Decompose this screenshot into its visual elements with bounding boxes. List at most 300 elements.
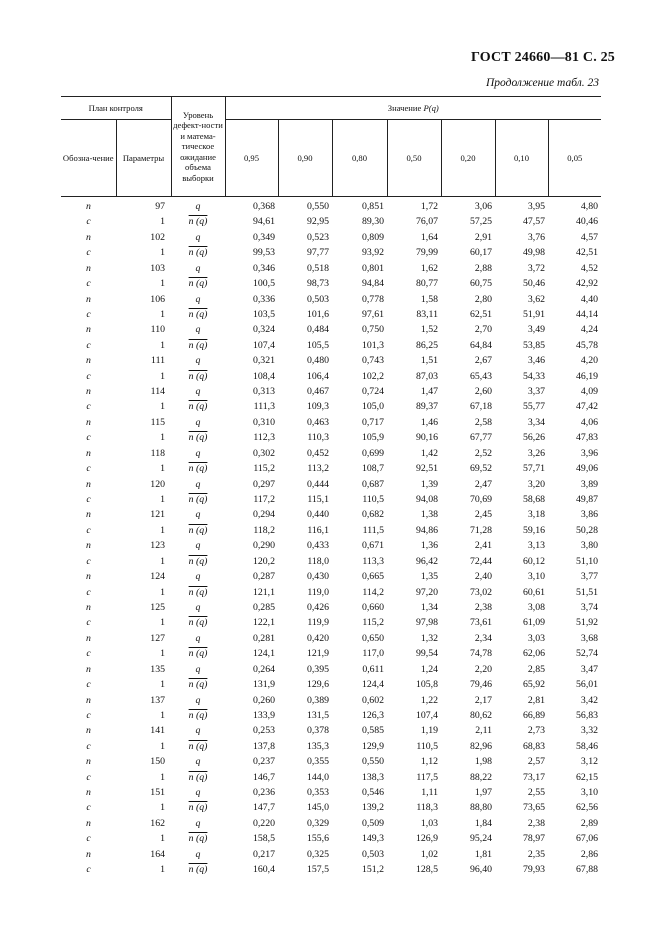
value-cell: 70,69 (469, 494, 492, 506)
q-symbol: q (195, 231, 201, 243)
plan-parameter: 1 (160, 555, 165, 567)
value-cell: 1,62 (420, 262, 438, 274)
value-cell: 117,0 (362, 648, 384, 660)
value-cell: 58,46 (576, 740, 599, 752)
value-cell: 47,57 (522, 216, 545, 228)
q-symbol: q (195, 509, 201, 521)
estimate-symbol (171, 477, 225, 492)
estimate-symbol (171, 384, 225, 399)
value-cell: 155,6 (306, 833, 329, 845)
q-symbol: q (195, 293, 201, 305)
value-cell: 0,302 (252, 447, 275, 459)
value-cell: 45,78 (576, 339, 599, 351)
nq-symbol: n (q) (188, 339, 208, 351)
q-symbol: q (195, 201, 201, 212)
header-value-prefix: Значение (387, 102, 422, 113)
value-cell: 3,26 (527, 447, 545, 459)
value-cell: 2,85 (527, 663, 545, 675)
value-cell: 0,484 (306, 324, 329, 336)
value-cell: 3,06 (474, 201, 492, 212)
value-cell: 1,52 (420, 324, 438, 336)
value-cell: 4,52 (580, 262, 599, 274)
value-cell: 47,42 (576, 401, 599, 413)
value-cell: 1,11 (421, 787, 438, 799)
value-cell: 2,45 (474, 509, 492, 521)
estimate-symbol (171, 569, 225, 584)
plan-symbol: n (86, 725, 91, 737)
plan-symbol: n (86, 848, 91, 860)
plan-symbol: c (86, 833, 91, 845)
value-cell: 108,4 (252, 370, 275, 382)
value-cell: 113,3 (362, 555, 384, 567)
value-cell: 103,5 (252, 308, 275, 320)
value-cell: 2,52 (474, 447, 492, 459)
estimate-symbol (171, 338, 225, 353)
nq-symbol: n (q) (188, 370, 208, 382)
value-cell: 121,9 (306, 648, 329, 660)
estimate-symbol (171, 554, 225, 569)
header-prob: 0,50 (387, 120, 441, 197)
plan-symbol: n (86, 293, 91, 305)
value-cell: 0,253 (252, 725, 275, 737)
plan-parameter: 141 (150, 725, 165, 737)
value-cell: 4,20 (580, 355, 599, 367)
value-cell: 2,88 (474, 262, 492, 274)
q-symbol: q (195, 663, 201, 675)
value-cell: 0,313 (252, 386, 275, 398)
value-cell: 0,260 (252, 694, 275, 706)
table-row (61, 307, 601, 322)
value-cell: 89,30 (361, 216, 384, 228)
value-cell: 4,24 (580, 324, 599, 336)
q-symbol: q (195, 416, 201, 428)
value-cell: 1,47 (420, 386, 438, 398)
plan-parameter: 125 (150, 601, 165, 613)
value-cell: 120,2 (252, 555, 275, 567)
table-row (61, 276, 601, 291)
table-row (61, 785, 601, 800)
value-cell: 99,53 (252, 247, 275, 259)
value-cell: 3,20 (527, 478, 545, 490)
plan-symbol: c (86, 432, 91, 444)
estimate-symbol (171, 446, 225, 461)
value-cell: 96,42 (415, 555, 438, 567)
value-cell: 0,550 (306, 201, 329, 212)
nq-symbol: n (q) (188, 864, 208, 876)
value-cell: 0,426 (306, 601, 329, 613)
value-cell: 0,220 (252, 817, 275, 829)
value-cell: 1,72 (420, 201, 438, 212)
value-cell: 100,5 (252, 278, 275, 290)
table-row (61, 384, 601, 399)
q-symbol: q (195, 540, 201, 552)
value-cell: 92,51 (415, 463, 438, 475)
plan-symbol: c (86, 709, 91, 721)
value-cell: 3,47 (580, 663, 599, 675)
q-symbol: q (195, 601, 201, 613)
plan-parameter: 1 (160, 586, 165, 598)
header-prob: 0,20 (441, 120, 495, 197)
q-symbol: q (195, 694, 201, 706)
plan-symbol: c (86, 679, 91, 691)
value-cell: 1,51 (420, 355, 438, 367)
value-cell: 2,40 (474, 571, 492, 583)
value-cell: 2,20 (474, 663, 492, 675)
plan-symbol: c (86, 648, 91, 660)
value-cell: 3,37 (527, 386, 545, 398)
nq-symbol: n (q) (188, 278, 208, 290)
value-cell: 0,368 (252, 201, 275, 212)
value-cell: 3,62 (527, 293, 545, 305)
value-cell: 115,1 (307, 494, 329, 506)
plan-parameter: 1 (160, 401, 165, 413)
value-cell: 62,51 (469, 308, 492, 320)
value-cell: 80,62 (469, 709, 492, 721)
value-cell: 2,67 (474, 355, 492, 367)
table-row (61, 862, 601, 877)
value-cell: 107,4 (252, 339, 275, 351)
value-cell: 98,73 (306, 278, 329, 290)
estimate-symbol (171, 538, 225, 553)
plan-parameter: 1 (160, 339, 165, 351)
estimate-symbol (171, 754, 225, 769)
value-cell: 52,74 (576, 648, 599, 660)
value-cell: 2,86 (580, 848, 599, 860)
q-symbol: q (195, 848, 201, 860)
value-cell: 114,2 (362, 586, 384, 598)
plan-parameter: 1 (160, 308, 165, 320)
plan-parameter: 114 (150, 386, 165, 398)
value-cell: 145,0 (306, 802, 329, 814)
value-cell: 1,39 (420, 478, 438, 490)
value-cell: 69,52 (469, 463, 492, 475)
header-level: Уровень дефект-ности и матема-тическое ожидание объема выборки (171, 97, 225, 197)
value-cell: 0,452 (306, 447, 329, 459)
value-cell: 3,96 (580, 447, 599, 459)
value-cell: 157,5 (306, 864, 329, 876)
estimate-symbol (171, 862, 225, 877)
plan-parameter: 1 (160, 679, 165, 691)
value-cell: 0,463 (306, 416, 329, 428)
value-cell: 3,76 (527, 231, 545, 243)
value-cell: 0,420 (306, 632, 329, 644)
estimate-symbol (171, 785, 225, 800)
value-cell: 137,8 (252, 740, 275, 752)
value-cell: 55,77 (522, 401, 545, 413)
value-cell: 2,55 (527, 787, 545, 799)
plan-symbol: n (86, 231, 91, 243)
value-cell: 79,99 (415, 247, 438, 259)
estimate-symbol (171, 600, 225, 615)
table-row (61, 197, 601, 215)
nq-symbol: n (q) (188, 494, 208, 506)
plan-parameter: 150 (150, 756, 165, 768)
q-symbol: q (195, 756, 201, 768)
nq-symbol: n (q) (188, 463, 208, 475)
value-cell: 1,24 (420, 663, 438, 675)
table-row (61, 245, 601, 260)
value-cell: 67,18 (469, 401, 492, 413)
table-row (61, 214, 601, 229)
plan-symbol: n (86, 632, 91, 644)
header-symbol: Обозна-чение (61, 120, 116, 197)
value-cell: 74,78 (469, 648, 492, 660)
value-cell: 64,84 (469, 339, 492, 351)
plan-parameter: 162 (150, 817, 165, 829)
plan-symbol: n (86, 540, 91, 552)
value-cell: 131,5 (306, 709, 329, 721)
value-cell: 113,2 (307, 463, 329, 475)
value-cell: 0,440 (306, 509, 329, 521)
value-cell: 61,09 (522, 617, 545, 629)
value-cell: 0,660 (361, 601, 384, 613)
value-cell: 0,346 (252, 262, 275, 274)
nq-symbol: n (q) (188, 771, 208, 783)
value-cell: 47,83 (576, 432, 599, 444)
nq-symbol: n (q) (188, 401, 208, 413)
nq-symbol: n (q) (188, 617, 208, 629)
value-cell: 0,389 (306, 694, 329, 706)
value-cell: 83,11 (416, 308, 438, 320)
table-row (61, 538, 601, 553)
estimate-symbol (171, 430, 225, 445)
value-cell: 4,06 (580, 416, 599, 428)
estimate-symbol (171, 816, 225, 831)
value-cell: 99,54 (415, 648, 438, 660)
value-cell: 3,10 (580, 787, 599, 799)
value-cell: 0,585 (361, 725, 384, 737)
plan-parameter: 1 (160, 247, 165, 259)
value-cell: 59,16 (522, 524, 545, 536)
value-cell: 2,11 (475, 725, 492, 737)
value-cell: 110,3 (307, 432, 329, 444)
estimate-symbol (171, 399, 225, 414)
estimate-symbol (171, 631, 225, 646)
value-cell: 0,290 (252, 540, 275, 552)
value-cell: 3,80 (580, 540, 599, 552)
value-cell: 3,12 (580, 756, 599, 768)
estimate-symbol (171, 292, 225, 307)
plan-symbol: n (86, 601, 91, 613)
value-cell: 108,7 (361, 463, 384, 475)
q-symbol: q (195, 725, 201, 737)
value-cell: 62,56 (576, 802, 599, 814)
value-cell: 3,86 (580, 509, 599, 521)
value-cell: 66,89 (522, 709, 545, 721)
value-cell: 51,10 (576, 555, 599, 567)
value-cell: 0,355 (306, 756, 329, 768)
estimate-symbol (171, 261, 225, 276)
estimate-symbol (171, 693, 225, 708)
plan-symbol: n (86, 694, 91, 706)
value-cell: 92,95 (306, 216, 329, 228)
value-cell: 3,32 (580, 725, 599, 737)
plan-parameter: 121 (150, 509, 165, 521)
table-row (61, 662, 601, 677)
table-row (61, 230, 601, 245)
table-row (61, 816, 601, 831)
estimate-symbol (171, 322, 225, 337)
value-cell: 0,503 (361, 848, 384, 860)
estimate-symbol (171, 230, 225, 245)
nq-symbol: n (q) (188, 740, 208, 752)
value-cell: 2,35 (527, 848, 545, 860)
value-cell: 2,38 (527, 817, 545, 829)
nq-symbol: n (q) (188, 586, 208, 598)
value-cell: 102,2 (361, 370, 384, 382)
table-row (61, 708, 601, 723)
plan-symbol: c (86, 278, 91, 290)
value-cell: 94,08 (415, 494, 438, 506)
value-cell: 88,22 (469, 771, 492, 783)
value-cell: 119,9 (307, 617, 329, 629)
table-row (61, 569, 601, 584)
value-cell: 97,77 (306, 247, 329, 259)
estimate-symbol (171, 214, 225, 229)
value-cell: 0,444 (306, 478, 329, 490)
plan-parameter: 1 (160, 864, 165, 876)
estimate-symbol (171, 492, 225, 507)
value-cell: 129,6 (306, 679, 329, 691)
value-cell: 0,665 (361, 571, 384, 583)
value-cell: 0,378 (306, 725, 329, 737)
value-cell: 0,809 (361, 231, 384, 243)
plan-parameter: 123 (150, 540, 165, 552)
header-value-var: P(q) (423, 102, 439, 113)
estimate-symbol (171, 369, 225, 384)
value-cell: 56,83 (576, 709, 599, 721)
plan-parameter: 137 (150, 694, 165, 706)
table-row (61, 415, 601, 430)
value-cell: 0,433 (306, 540, 329, 552)
value-cell: 158,5 (252, 833, 275, 845)
value-cell: 146,7 (252, 771, 275, 783)
estimate-symbol (171, 507, 225, 522)
plan-parameter: 1 (160, 802, 165, 814)
value-cell: 57,25 (469, 216, 492, 228)
value-cell: 67,77 (469, 432, 492, 444)
q-symbol: q (195, 447, 201, 459)
value-cell: 0,430 (306, 571, 329, 583)
table-row (61, 831, 601, 846)
estimate-symbol (171, 831, 225, 846)
value-cell: 79,46 (469, 679, 492, 691)
value-cell: 97,98 (415, 617, 438, 629)
value-cell: 0,778 (361, 293, 384, 305)
value-cell: 126,9 (415, 833, 438, 845)
value-cell: 0,750 (361, 324, 384, 336)
table-row (61, 754, 601, 769)
value-cell: 1,84 (474, 817, 492, 829)
value-cell: 3,72 (527, 262, 545, 274)
value-cell: 40,46 (576, 216, 599, 228)
value-cell: 115,2 (362, 617, 384, 629)
value-cell: 0,550 (361, 756, 384, 768)
value-cell: 0,724 (361, 386, 384, 398)
value-cell: 2,89 (580, 817, 599, 829)
value-cell: 73,61 (469, 617, 492, 629)
plan-symbol: n (86, 509, 91, 521)
value-cell: 0,325 (306, 848, 329, 860)
table-row (61, 430, 601, 445)
value-cell: 0,353 (306, 787, 329, 799)
estimate-symbol (171, 677, 225, 692)
value-cell: 4,09 (580, 386, 599, 398)
value-cell: 1,35 (420, 571, 438, 583)
estimate-symbol (171, 245, 225, 260)
value-cell: 147,7 (252, 802, 275, 814)
data-table (61, 96, 601, 878)
value-cell: 124,4 (361, 679, 384, 691)
value-cell: 0,602 (361, 694, 384, 706)
nq-symbol: n (q) (188, 524, 208, 536)
value-cell: 3,89 (580, 478, 599, 490)
value-cell: 50,46 (522, 278, 545, 290)
value-cell: 133,9 (252, 709, 275, 721)
q-symbol: q (195, 817, 201, 829)
value-cell: 0,310 (252, 416, 275, 428)
value-cell: 86,25 (415, 339, 438, 351)
value-cell: 78,97 (522, 833, 545, 845)
table-row (61, 399, 601, 414)
value-cell: 3,18 (527, 509, 545, 521)
value-cell: 73,17 (522, 771, 545, 783)
table-row (61, 523, 601, 538)
value-cell: 1,97 (474, 787, 492, 799)
value-cell: 0,287 (252, 571, 275, 583)
value-cell: 138,3 (361, 771, 384, 783)
value-cell: 1,46 (420, 416, 438, 428)
value-cell: 89,37 (415, 401, 438, 413)
table-row (61, 723, 601, 738)
estimate-symbol (171, 770, 225, 785)
table-row (61, 615, 601, 630)
value-cell: 0,264 (252, 663, 275, 675)
table-body (61, 197, 601, 878)
value-cell: 151,2 (361, 864, 384, 876)
value-cell: 117,2 (253, 494, 275, 506)
value-cell: 4,57 (580, 231, 599, 243)
value-cell: 105,9 (361, 432, 384, 444)
plan-symbol: n (86, 386, 91, 398)
plan-parameter: 1 (160, 833, 165, 845)
value-cell: 105,8 (415, 679, 438, 691)
value-cell: 60,75 (469, 278, 492, 290)
plan-symbol: n (86, 262, 91, 274)
plan-symbol: n (86, 355, 91, 367)
q-symbol: q (195, 386, 201, 398)
value-cell: 0,671 (361, 540, 384, 552)
value-cell: 0,546 (361, 787, 384, 799)
plan-symbol: n (86, 324, 91, 336)
value-cell: 0,336 (252, 293, 275, 305)
nq-symbol: n (q) (188, 679, 208, 691)
header-prob: 0,90 (278, 120, 332, 197)
value-cell: 2,81 (527, 694, 545, 706)
header-prob: 0,10 (495, 120, 548, 197)
value-cell: 2,58 (474, 416, 492, 428)
value-cell: 0,523 (306, 231, 329, 243)
value-cell: 2,41 (474, 540, 492, 552)
value-cell: 0,503 (306, 293, 329, 305)
value-cell: 0,509 (361, 817, 384, 829)
value-cell: 42,92 (576, 278, 599, 290)
estimate-symbol (171, 353, 225, 368)
plan-symbol: c (86, 339, 91, 351)
plan-parameter: 127 (150, 632, 165, 644)
value-cell: 118,3 (416, 802, 438, 814)
value-cell: 3,08 (527, 601, 545, 613)
